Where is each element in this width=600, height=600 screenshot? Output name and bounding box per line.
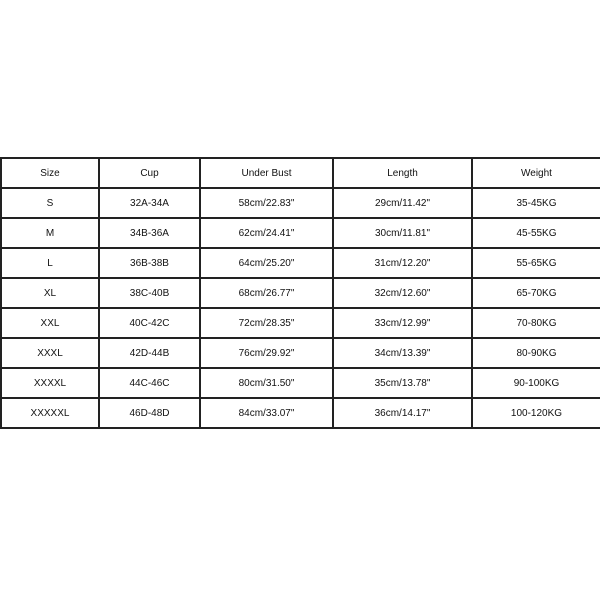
cell-cup: 32A-34A	[99, 188, 200, 218]
cell-length: 32cm/12.60"	[333, 278, 472, 308]
cell-size: S	[1, 188, 99, 218]
cell-cup: 42D-44B	[99, 338, 200, 368]
cell-size: L	[1, 248, 99, 278]
cell-under-bust: 58cm/22.83"	[200, 188, 333, 218]
cell-weight: 65-70KG	[472, 278, 600, 308]
cell-length: 35cm/13.78"	[333, 368, 472, 398]
cell-cup: 46D-48D	[99, 398, 200, 428]
cell-under-bust: 68cm/26.77"	[200, 278, 333, 308]
size-chart-table	[0, 157, 600, 429]
cell-under-bust: 76cm/29.92"	[200, 338, 333, 368]
cell-weight: 100-120KG	[472, 398, 600, 428]
cell-length: 30cm/11.81"	[333, 218, 472, 248]
cell-weight: 90-100KG	[472, 368, 600, 398]
cell-under-bust: 62cm/24.41"	[200, 218, 333, 248]
cell-weight: 45-55KG	[472, 218, 600, 248]
cell-length: 29cm/11.42"	[333, 188, 472, 218]
header-length: Length	[333, 158, 472, 188]
cell-weight: 35-45KG	[472, 188, 600, 218]
table-row	[1, 188, 600, 218]
cell-size: XXXL	[1, 338, 99, 368]
table-row	[1, 248, 600, 278]
cell-weight: 55-65KG	[472, 248, 600, 278]
cell-cup: 44C-46C	[99, 368, 200, 398]
cell-size: XL	[1, 278, 99, 308]
cell-under-bust: 80cm/31.50"	[200, 368, 333, 398]
cell-weight: 70-80KG	[472, 308, 600, 338]
cell-cup: 34B-36A	[99, 218, 200, 248]
cell-under-bust: 64cm/25.20"	[200, 248, 333, 278]
table-row	[1, 308, 600, 338]
cell-length: 33cm/12.99"	[333, 308, 472, 338]
table-row	[1, 218, 600, 248]
header-under-bust: Under Bust	[200, 158, 333, 188]
header-cup: Cup	[99, 158, 200, 188]
cell-under-bust: 84cm/33.07"	[200, 398, 333, 428]
header-size: Size	[1, 158, 99, 188]
cell-length: 31cm/12.20"	[333, 248, 472, 278]
cell-size: M	[1, 218, 99, 248]
cell-weight: 80-90KG	[472, 338, 600, 368]
table-row	[1, 398, 600, 428]
cell-cup: 36B-38B	[99, 248, 200, 278]
cell-size: XXL	[1, 308, 99, 338]
cell-length: 34cm/13.39"	[333, 338, 472, 368]
cell-length: 36cm/14.17"	[333, 398, 472, 428]
cell-size: XXXXXL	[1, 398, 99, 428]
cell-size: XXXXL	[1, 368, 99, 398]
cell-cup: 38C-40B	[99, 278, 200, 308]
table-header-row	[1, 158, 600, 188]
header-weight: Weight	[472, 158, 600, 188]
table-row	[1, 368, 600, 398]
cell-cup: 40C-42C	[99, 308, 200, 338]
table-row	[1, 338, 600, 368]
cell-under-bust: 72cm/28.35"	[200, 308, 333, 338]
table-row	[1, 278, 600, 308]
